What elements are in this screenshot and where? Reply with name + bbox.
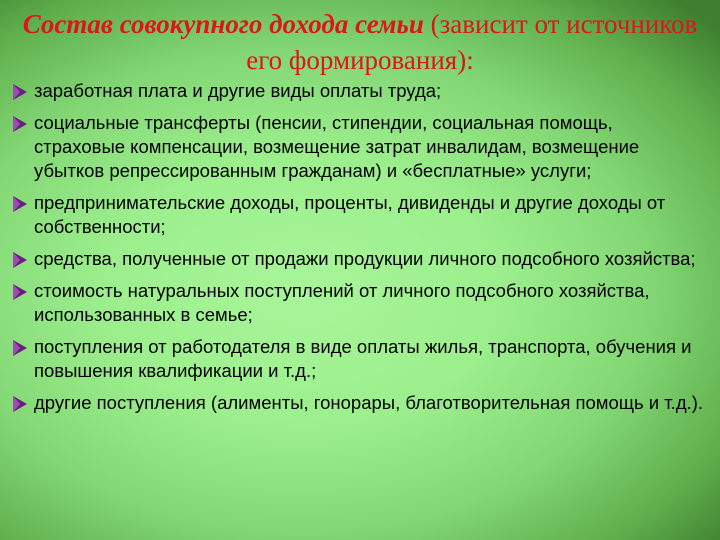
list-item-text: заработная плата и другие виды оплаты труда; bbox=[34, 80, 442, 101]
list-item bbox=[8, 79, 708, 103]
list-item bbox=[8, 335, 708, 383]
income-list bbox=[8, 79, 708, 423]
arrow-right-icon bbox=[11, 83, 29, 101]
list-item-text: социальные трансферты (пенсии, стипендии, социальная помощь, страховые компенсации, возмещение затрат инвалидам, возмещение убытков репрессированным гражданам) и «бесплатные» услуги; bbox=[34, 112, 640, 181]
list-item bbox=[8, 247, 708, 271]
title-bold: Состав совокупного дохода семьи bbox=[22, 9, 424, 39]
slide-title bbox=[10, 6, 710, 78]
list-item bbox=[8, 391, 708, 415]
list-item-text: стоимость натуральных поступлений от личного подсобного хозяйства, использованных в семье; bbox=[34, 280, 650, 325]
list-item-text: средства, полученные от продажи продукции личного подсобного хозяйства; bbox=[34, 248, 696, 269]
list-item bbox=[8, 111, 708, 183]
list-item bbox=[8, 191, 708, 239]
title-normal: (зависит от источников его формирования): bbox=[246, 9, 698, 75]
list-item-text: предпринимательские доходы, проценты, дивиденды и другие доходы от собственности; bbox=[34, 192, 666, 237]
arrow-right-icon bbox=[11, 251, 29, 269]
arrow-right-icon bbox=[11, 339, 29, 357]
arrow-right-icon bbox=[11, 395, 29, 413]
list-item bbox=[8, 279, 708, 327]
list-item-text: поступления от работодателя в виде оплаты жилья, транспорта, обучения и повышения квалификации и т.д.; bbox=[34, 336, 692, 381]
arrow-right-icon bbox=[11, 283, 29, 301]
list-item-text: другие поступления (алименты, гонорары, благотворительная помощь и т.д.). bbox=[34, 392, 704, 413]
arrow-right-icon bbox=[11, 115, 29, 133]
arrow-right-icon bbox=[11, 195, 29, 213]
